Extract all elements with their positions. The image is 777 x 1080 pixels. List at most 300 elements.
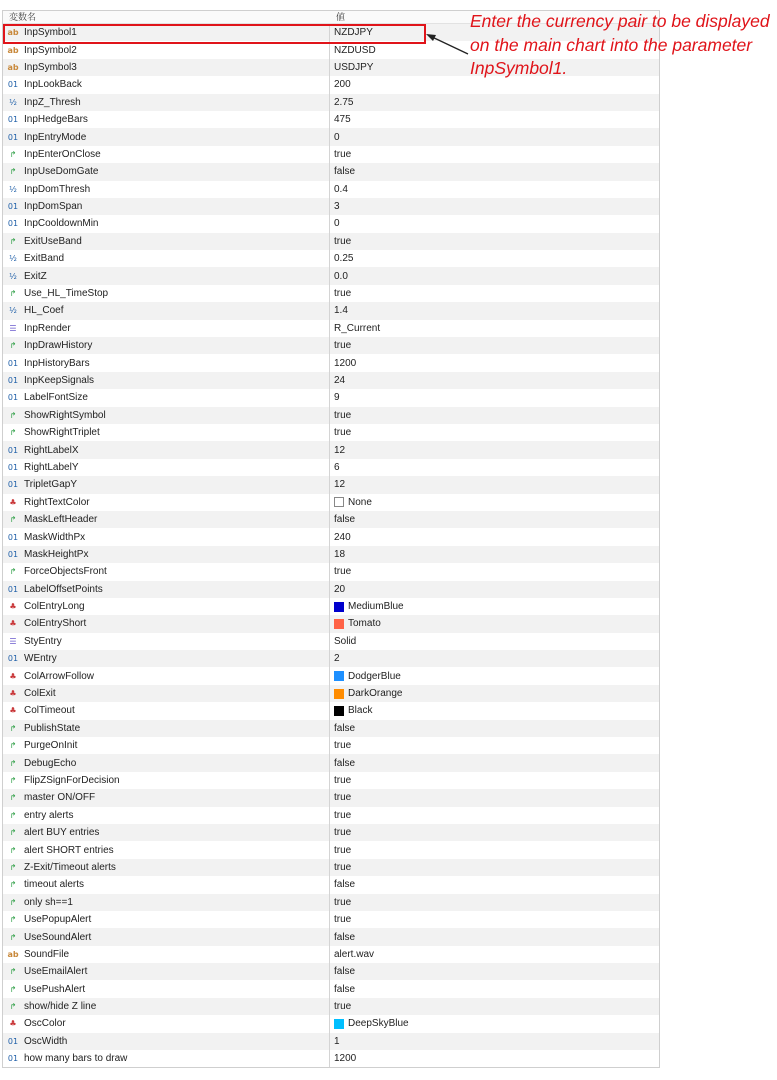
table-row[interactable]	[3, 702, 659, 719]
param-value[interactable]: true	[334, 896, 352, 908]
table-row[interactable]	[3, 128, 659, 145]
param-name: UsePushAlert	[24, 983, 86, 995]
param-name: UseSoundAlert	[24, 931, 92, 943]
table-row[interactable]	[3, 511, 659, 528]
param-value[interactable]: 9	[334, 392, 340, 404]
param-name: ColExit	[24, 688, 56, 700]
param-value-cell[interactable]	[330, 737, 659, 754]
param-value-cell[interactable]	[330, 302, 659, 319]
table-row[interactable]	[3, 198, 659, 215]
param-name: master ON/OFF	[24, 792, 96, 804]
param-value[interactable]: true	[334, 774, 352, 786]
param-name-cell	[3, 772, 330, 789]
integer-type-icon: 01	[7, 584, 19, 594]
enum-type-icon: ☰	[9, 323, 17, 333]
bool-type-icon: ↱	[9, 897, 17, 907]
param-name: HL_Coef	[24, 305, 64, 317]
table-row[interactable]	[3, 998, 659, 1015]
param-value[interactable]: alert.wav	[334, 948, 375, 960]
param-name: RightLabelX	[24, 444, 79, 456]
param-name-cell	[3, 876, 330, 893]
param-value-cell[interactable]	[330, 563, 659, 580]
param-value[interactable]: false	[334, 966, 356, 978]
table-row[interactable]	[3, 807, 659, 824]
param-value[interactable]: 3	[334, 201, 340, 213]
table-row[interactable]	[3, 1050, 659, 1067]
param-value[interactable]: 2	[334, 653, 340, 665]
param-value[interactable]: NZDUSD	[334, 44, 376, 56]
table-row[interactable]	[3, 789, 659, 806]
table-row[interactable]	[3, 1015, 659, 1032]
param-value-cell[interactable]	[330, 841, 659, 858]
param-value[interactable]: true	[334, 235, 352, 247]
param-value[interactable]: Solid	[334, 635, 357, 647]
table-row[interactable]	[3, 824, 659, 841]
param-name: ExitZ	[24, 270, 47, 282]
double-type-icon: ½	[9, 254, 17, 264]
color-swatch[interactable]	[334, 619, 344, 629]
param-value[interactable]: true	[334, 844, 352, 856]
param-value[interactable]: true	[334, 409, 352, 421]
param-name-cell	[3, 807, 330, 824]
param-name-cell	[3, 76, 330, 93]
param-value-cell[interactable]	[330, 633, 659, 650]
param-value-cell[interactable]	[330, 511, 659, 528]
param-value[interactable]: true	[334, 566, 352, 578]
param-name: alert BUY entries	[24, 827, 100, 839]
bool-type-icon: ↱	[9, 828, 17, 838]
table-row[interactable]	[3, 841, 659, 858]
table-row[interactable]	[3, 337, 659, 354]
param-value[interactable]: 0	[334, 131, 340, 143]
param-value-cell[interactable]	[330, 1050, 659, 1067]
parameters-table	[2, 10, 660, 1068]
table-row[interactable]	[3, 163, 659, 180]
param-value[interactable]: false	[334, 879, 356, 891]
table-row[interactable]	[3, 1033, 659, 1050]
param-name: MaskHeightPx	[24, 548, 89, 560]
param-value-cell[interactable]	[330, 894, 659, 911]
param-value-cell[interactable]	[330, 372, 659, 389]
table-row[interactable]	[3, 946, 659, 963]
param-value-cell[interactable]	[330, 128, 659, 145]
table-row[interactable]	[3, 754, 659, 771]
table-row[interactable]	[3, 459, 659, 476]
param-value-cell[interactable]	[330, 111, 659, 128]
annotation-text: Enter the currency pair to be displayed on the main chart into the parameter InpSymbol1.	[470, 11, 770, 78]
table-row[interactable]	[3, 928, 659, 945]
param-name: PurgeOnInit	[24, 740, 78, 752]
param-name-cell	[3, 389, 330, 406]
param-value[interactable]: 20	[334, 583, 346, 595]
table-row[interactable]	[3, 528, 659, 545]
param-value-cell[interactable]	[330, 337, 659, 354]
table-row[interactable]	[3, 372, 659, 389]
param-name: ExitUseBand	[24, 235, 82, 247]
param-name: only sh==1	[24, 896, 73, 908]
color-swatch[interactable]	[334, 671, 344, 681]
param-value-cell[interactable]	[330, 181, 659, 198]
param-value[interactable]: 1200	[334, 357, 357, 369]
table-row[interactable]	[3, 633, 659, 650]
param-name-cell	[3, 111, 330, 128]
bool-type-icon: ↱	[9, 845, 17, 855]
param-name: InpHedgeBars	[24, 114, 88, 126]
param-value[interactable]: 475	[334, 114, 351, 126]
param-value-cell[interactable]	[330, 94, 659, 111]
param-name-cell	[3, 181, 330, 198]
param-value-cell[interactable]	[330, 424, 659, 441]
param-value[interactable]: true	[334, 288, 352, 300]
double-type-icon: ½	[9, 306, 17, 316]
table-row[interactable]	[3, 581, 659, 598]
table-row[interactable]	[3, 894, 659, 911]
table-row[interactable]	[3, 685, 659, 702]
param-value[interactable]: true	[334, 809, 352, 821]
table-row[interactable]	[3, 650, 659, 667]
name-column-header[interactable]: 変数名	[9, 12, 37, 22]
param-name: OscColor	[24, 1018, 66, 1030]
string-type-icon: ab	[7, 45, 19, 55]
integer-type-icon: 01	[7, 1036, 19, 1046]
param-name-cell	[3, 163, 330, 180]
param-name-cell	[3, 546, 330, 563]
param-name: InpHistoryBars	[24, 357, 90, 369]
param-name-cell	[3, 615, 330, 632]
param-value-cell[interactable]	[330, 163, 659, 180]
bool-type-icon: ↱	[9, 810, 17, 820]
param-value-cell[interactable]	[330, 876, 659, 893]
param-value[interactable]: 0.0	[334, 270, 348, 282]
bool-type-icon: ↱	[9, 428, 17, 438]
param-value[interactable]: USDJPY	[334, 61, 374, 73]
bool-type-icon: ↱	[9, 862, 17, 872]
param-value[interactable]: 12	[334, 444, 346, 456]
param-value[interactable]: Tomato	[348, 618, 381, 630]
param-value[interactable]: R_Current	[334, 322, 381, 334]
bool-type-icon: ↱	[9, 167, 17, 177]
param-name: ForceObjectsFront	[24, 566, 107, 578]
param-value[interactable]: false	[334, 983, 356, 995]
param-name-cell	[3, 267, 330, 284]
param-name: InpZ_Thresh	[24, 96, 81, 108]
param-value[interactable]: 2.75	[334, 96, 354, 108]
param-name-cell	[3, 41, 330, 58]
param-value[interactable]: true	[334, 148, 352, 160]
table-row[interactable]	[3, 494, 659, 511]
param-name: SoundFile	[24, 948, 70, 960]
param-name-cell	[3, 285, 330, 302]
param-name-cell	[3, 424, 330, 441]
param-value[interactable]: DarkOrange	[348, 688, 403, 700]
param-name-cell	[3, 737, 330, 754]
param-value[interactable]: DeepSkyBlue	[348, 1018, 409, 1030]
table-row[interactable]	[3, 859, 659, 876]
param-value[interactable]: 200	[334, 79, 351, 91]
param-name-cell	[3, 789, 330, 806]
table-row[interactable]	[3, 320, 659, 337]
param-value[interactable]: false	[334, 757, 356, 769]
table-row[interactable]	[3, 146, 659, 163]
param-value[interactable]: false	[334, 722, 356, 734]
integer-type-icon: 01	[7, 219, 19, 229]
param-value-cell[interactable]	[330, 685, 659, 702]
integer-type-icon: 01	[7, 80, 19, 90]
param-value[interactable]: Black	[348, 705, 373, 717]
param-value-cell[interactable]	[330, 233, 659, 250]
param-name: InpKeepSignals	[24, 375, 95, 386]
param-value-cell[interactable]	[330, 215, 659, 232]
param-name-cell	[3, 302, 330, 319]
table-row[interactable]	[3, 876, 659, 893]
bool-type-icon: ↱	[9, 723, 17, 733]
param-name-cell	[3, 407, 330, 424]
param-value[interactable]: 0.25	[334, 253, 354, 265]
param-name: ColEntryLong	[24, 601, 85, 613]
param-value[interactable]: 12	[334, 479, 346, 491]
color-swatch[interactable]	[334, 1019, 344, 1029]
param-name-cell	[3, 685, 330, 702]
param-name: InpUseDomGate	[24, 166, 99, 178]
param-name: ShowRightSymbol	[24, 409, 106, 421]
table-row[interactable]	[3, 285, 659, 302]
bool-type-icon: ↱	[9, 1002, 17, 1012]
table-row[interactable]	[3, 389, 659, 406]
integer-type-icon: 01	[7, 480, 19, 490]
value-column-header[interactable]: 値	[336, 12, 346, 22]
param-value-cell[interactable]	[330, 911, 659, 928]
param-name-cell	[3, 946, 330, 963]
param-value-cell[interactable]	[330, 1015, 659, 1032]
param-value-cell[interactable]	[330, 285, 659, 302]
param-name-cell	[3, 1050, 330, 1067]
param-value[interactable]: true	[334, 340, 352, 352]
table-row[interactable]	[3, 911, 659, 928]
param-name: InpSymbol2	[24, 44, 77, 56]
color-type-icon: ♣	[9, 619, 17, 629]
param-value[interactable]: true	[334, 1001, 352, 1013]
param-name: MaskWidthPx	[24, 531, 86, 543]
param-value[interactable]: false	[334, 166, 356, 178]
param-value[interactable]: true	[334, 827, 352, 839]
param-name: DebugEcho	[24, 757, 77, 769]
param-name: UsePopupAlert	[24, 914, 92, 926]
param-value-cell[interactable]	[330, 267, 659, 284]
color-type-icon: ♣	[9, 1019, 17, 1029]
param-value-cell[interactable]	[330, 146, 659, 163]
param-value-cell[interactable]	[330, 980, 659, 997]
param-name-cell	[3, 198, 330, 215]
param-name: InpDrawHistory	[24, 340, 93, 352]
param-name-cell	[3, 459, 330, 476]
table-row[interactable]	[3, 250, 659, 267]
param-name: InpEnterOnClose	[24, 148, 101, 160]
param-value[interactable]: 6	[334, 461, 340, 473]
table-row[interactable]	[3, 94, 659, 111]
param-value-cell[interactable]	[330, 998, 659, 1015]
bool-type-icon: ↱	[9, 758, 17, 768]
param-name: timeout alerts	[24, 879, 85, 891]
table-row[interactable]	[3, 737, 659, 754]
param-value[interactable]: true	[334, 914, 352, 926]
param-value-cell[interactable]	[330, 650, 659, 667]
param-name: InpLookBack	[24, 79, 82, 91]
param-value-cell[interactable]	[330, 963, 659, 980]
table-row[interactable]	[3, 215, 659, 232]
param-name: entry alerts	[24, 809, 74, 821]
param-value[interactable]: None	[348, 496, 372, 508]
color-swatch[interactable]	[334, 602, 344, 612]
table-row[interactable]	[3, 441, 659, 458]
table-row[interactable]	[3, 598, 659, 615]
param-value[interactable]: false	[334, 931, 356, 943]
bool-type-icon: ↱	[9, 149, 17, 159]
param-value-cell[interactable]	[330, 389, 659, 406]
param-value-cell[interactable]	[330, 807, 659, 824]
param-value-cell[interactable]	[330, 198, 659, 215]
param-name-cell	[3, 337, 330, 354]
param-value-cell[interactable]	[330, 441, 659, 458]
param-name-cell	[3, 598, 330, 615]
param-value-cell[interactable]	[330, 702, 659, 719]
param-value[interactable]: MediumBlue	[348, 601, 404, 613]
param-value-cell[interactable]	[330, 320, 659, 337]
table-row[interactable]	[3, 111, 659, 128]
integer-type-icon: 01	[7, 202, 19, 212]
enum-type-icon: ☰	[9, 636, 17, 646]
param-name: RightTextColor	[24, 496, 90, 508]
param-value[interactable]: true	[334, 861, 352, 873]
param-name: alert SHORT entries	[24, 844, 114, 856]
param-value[interactable]: true	[334, 740, 352, 752]
table-row[interactable]	[3, 980, 659, 997]
param-name-cell	[3, 824, 330, 841]
param-name: PublishState	[24, 722, 81, 734]
param-name-cell	[3, 372, 330, 389]
param-name-cell	[3, 250, 330, 267]
param-value[interactable]: 1	[334, 1035, 340, 1047]
param-name-cell	[3, 494, 330, 511]
param-value-cell[interactable]	[330, 459, 659, 476]
table-row[interactable]	[3, 354, 659, 371]
param-value[interactable]: true	[334, 427, 352, 439]
table-row[interactable]	[3, 546, 659, 563]
param-value-cell[interactable]	[330, 615, 659, 632]
param-value[interactable]: DodgerBlue	[348, 670, 401, 682]
param-value-cell[interactable]	[330, 1033, 659, 1050]
param-value[interactable]: 0.4	[334, 183, 348, 195]
color-swatch[interactable]	[334, 706, 344, 716]
param-name-cell	[3, 94, 330, 111]
param-name-cell	[3, 476, 330, 493]
param-value-cell[interactable]	[330, 946, 659, 963]
param-name: ColTimeout	[24, 705, 75, 717]
table-row[interactable]	[3, 667, 659, 684]
param-name-cell	[3, 24, 330, 41]
param-name-cell	[3, 563, 330, 580]
param-value-cell[interactable]	[330, 494, 659, 511]
param-value-cell[interactable]	[330, 476, 659, 493]
param-name: InpSymbol1	[24, 27, 77, 39]
param-value-cell[interactable]	[330, 250, 659, 267]
table-row[interactable]	[3, 772, 659, 789]
bool-type-icon: ↱	[9, 341, 17, 351]
param-value[interactable]: NZDJPY	[334, 27, 373, 39]
bool-type-icon: ↱	[9, 741, 17, 751]
integer-type-icon: 01	[7, 376, 19, 385]
table-row[interactable]	[3, 720, 659, 737]
param-value-cell[interactable]	[330, 354, 659, 371]
table-row[interactable]	[3, 407, 659, 424]
param-value[interactable]: 1.4	[334, 305, 348, 317]
param-value[interactable]: 24	[334, 375, 346, 386]
table-row[interactable]	[3, 563, 659, 580]
param-value-cell[interactable]	[330, 859, 659, 876]
color-swatch[interactable]	[334, 497, 344, 507]
param-name: FlipZSignForDecision	[24, 774, 120, 786]
param-name: RightLabelY	[24, 461, 79, 473]
param-value-cell[interactable]	[330, 546, 659, 563]
double-type-icon: ½	[9, 184, 17, 194]
integer-type-icon: 01	[7, 532, 19, 542]
param-value-cell[interactable]	[330, 581, 659, 598]
param-value-cell[interactable]	[330, 789, 659, 806]
param-value-cell[interactable]	[330, 754, 659, 771]
param-value-cell[interactable]	[330, 928, 659, 945]
param-value[interactable]: true	[334, 792, 352, 804]
integer-type-icon: 01	[7, 115, 19, 125]
param-name: UseEmailAlert	[24, 966, 88, 978]
integer-type-icon: 01	[7, 654, 19, 664]
color-swatch[interactable]	[334, 689, 344, 699]
param-name-cell	[3, 720, 330, 737]
param-name: LabelOffsetPoints	[24, 583, 103, 595]
integer-type-icon: 01	[7, 445, 19, 455]
string-type-icon: ab	[7, 949, 19, 959]
param-name-cell	[3, 633, 330, 650]
table-body	[3, 24, 659, 1067]
param-value-cell[interactable]	[330, 407, 659, 424]
table-row[interactable]	[3, 424, 659, 441]
table-row[interactable]	[3, 476, 659, 493]
param-value-cell[interactable]	[330, 772, 659, 789]
table-row[interactable]	[3, 302, 659, 319]
param-name: ColEntryShort	[24, 618, 87, 630]
param-value[interactable]: 240	[334, 531, 351, 543]
bool-type-icon: ↱	[9, 236, 17, 246]
table-row[interactable]	[3, 181, 659, 198]
bool-type-icon: ↱	[9, 984, 17, 994]
table-row[interactable]	[3, 233, 659, 250]
param-value[interactable]: 0	[334, 218, 340, 230]
param-name-cell	[3, 859, 330, 876]
param-value-cell[interactable]	[330, 824, 659, 841]
param-value-cell[interactable]	[330, 720, 659, 737]
table-row[interactable]	[3, 963, 659, 980]
param-name-cell	[3, 702, 330, 719]
param-value[interactable]: 1200	[334, 1053, 357, 1065]
param-value[interactable]: 18	[334, 548, 346, 560]
param-name: WEntry	[24, 653, 57, 665]
param-name: ExitBand	[24, 253, 65, 265]
param-value-cell[interactable]	[330, 667, 659, 684]
param-value-cell[interactable]	[330, 598, 659, 615]
table-row[interactable]	[3, 615, 659, 632]
param-value-cell[interactable]	[330, 528, 659, 545]
table-row[interactable]	[3, 267, 659, 284]
param-value[interactable]: false	[334, 514, 356, 526]
string-type-icon: ab	[7, 62, 19, 72]
